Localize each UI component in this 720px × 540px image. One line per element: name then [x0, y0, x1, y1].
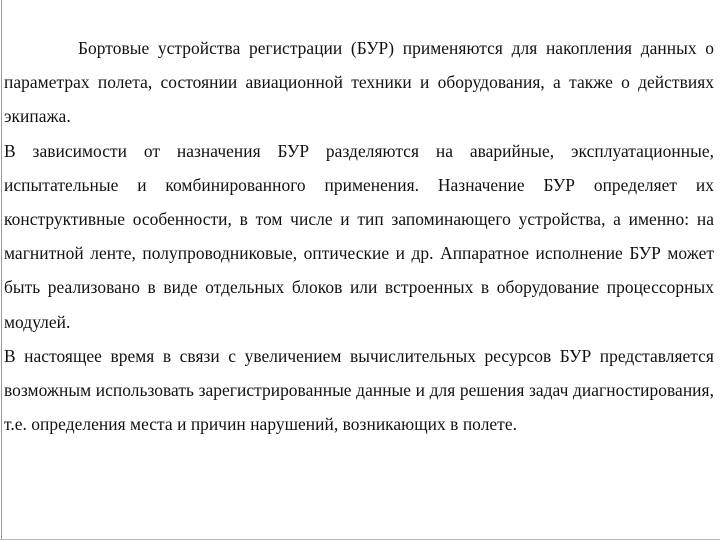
body-text [4, 31, 714, 441]
paragraph-diagnostics: В настоящее время в связи с увеличением вычислительных ресурсов БУР представляется возможным использовать зарегистрированные данные и для решения задач диагностирования, т.е. определения места и причин нарушений, возникающих в полете. [4, 345, 714, 435]
slide-left-edge [1, 0, 2, 540]
paragraph-purpose: Бортовые устройства регистрации (БУР) применяются для накопления данных о параметрах полета, состоянии авиационной техники и оборудования, а также о действиях экипажа. [4, 38, 714, 127]
paragraph-classification: В зависимости от назначения БУР разделяются на аварийные, эксплуатационные, испытательные и комбинированного применения. Назначение БУР определяет их конструктивные особенности, в том числе и тип запоминающего устройства, а именно: на магнитной ленте, полупроводниковые, оптические и др. Аппаратное исполнение БУР может быть реализовано в виде отдельных блоков или встроенных в оборудование процессорных модулей. [4, 140, 714, 332]
